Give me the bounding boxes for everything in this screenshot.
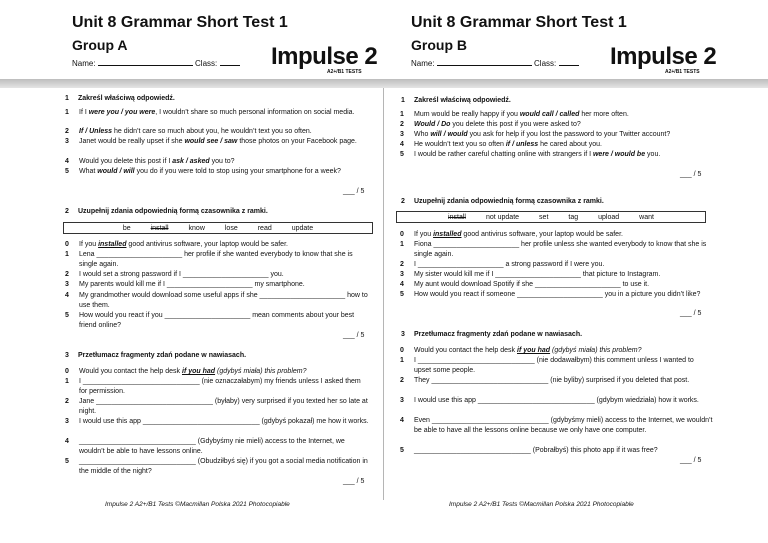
list-item[interactable]: 3 I would use this app ______________________________ (gdybyś pokazał) me how it works. bbox=[65, 418, 369, 425]
answer-choice[interactable]: would see / saw bbox=[184, 138, 238, 145]
section-1-heading: 1 Zakreśl właściwą odpowiedź. bbox=[65, 95, 175, 102]
list-item: 5 What would / will you do if you were told to stop using your smartphone for a week? bbox=[65, 168, 341, 175]
name-field[interactable] bbox=[437, 57, 532, 66]
score-box: ___ / 5 bbox=[343, 188, 365, 195]
score-box: ___ / 5 bbox=[680, 457, 702, 464]
list-item[interactable]: 4 My aunt would download Spotify if she ______________________ to use it. bbox=[400, 281, 650, 288]
test-title: Unit 8 Grammar Short Test 1 bbox=[72, 14, 288, 31]
list-item: 5 I would be rather careful chatting online with strangers if I were / would be you. bbox=[400, 151, 661, 158]
list-item[interactable]: 5 ______________________________ (Pobrałbyś) this photo app if it was free? bbox=[400, 447, 658, 454]
example-item: 0 Would you contact the help desk if you had (gdybyś miała) this problem? bbox=[400, 347, 642, 354]
answer-choice[interactable]: will / would bbox=[430, 131, 468, 138]
list-item: 3 Janet would be really upset if she would see / saw those photos on your Facebook page. bbox=[65, 138, 357, 145]
section-3-heading: 3 Przetłumacz fragmenty zdań podane w nawiasach. bbox=[401, 331, 583, 338]
list-item[interactable]: 2 Jane ______________________________ (byłaby) very surprised if you texted her so late at night. bbox=[65, 398, 368, 415]
example-item: 0 Would you contact the help desk if you had (gdybyś miała) this problem? bbox=[65, 368, 307, 375]
name-class-line: Name: Class: bbox=[411, 57, 579, 68]
list-item: 2 Would / Do you delete this post if you were asked to? bbox=[400, 121, 581, 128]
answer-choice[interactable]: if / unless bbox=[505, 141, 539, 148]
name-field[interactable] bbox=[98, 57, 193, 66]
list-item: 1 Mum would be really happy if you would call / called her more often. bbox=[400, 111, 629, 118]
list-item: 4 He wouldn’t text you so often if / unless he cared about you. bbox=[400, 141, 602, 148]
class-field[interactable] bbox=[220, 57, 240, 66]
group-b-column bbox=[384, 0, 768, 543]
list-item[interactable]: 2 I ______________________ a strong password if I were you. bbox=[400, 261, 605, 268]
list-item[interactable]: 5 How would you react if someone ______________________ you in a picture you didn’t like? bbox=[400, 291, 701, 298]
section-2-heading: 2 Uzupełnij zdania odpowiednią formą czasownika z ramki. bbox=[65, 208, 268, 215]
answer-choice[interactable]: Would / Do bbox=[414, 121, 451, 128]
example-item: 0 If you installed good antivirus software, your laptop would be safer. bbox=[400, 231, 623, 238]
answer-choice[interactable]: were you / you were bbox=[88, 109, 156, 116]
answer-choice[interactable]: If / Unless bbox=[79, 128, 113, 135]
test-title: Unit 8 Grammar Short Test 1 bbox=[411, 14, 627, 31]
list-item[interactable]: 2 I would set a strong password if I ______________________ you. bbox=[65, 271, 284, 278]
score-box: ___ / 5 bbox=[680, 310, 702, 317]
list-item[interactable]: 1 I ______________________________ (nie dodawałbym) this comment unless I wanted to upset some people. bbox=[400, 357, 694, 374]
list-item: 2 If / Unless he didn’t care so much about you, he wouldn’t text you so often. bbox=[65, 128, 312, 135]
answer-choice[interactable]: would / will bbox=[97, 168, 135, 175]
list-item[interactable]: 4 ______________________________ (Gdybyśmy nie mieli) access to the Internet, we wouldn’t be able to have lessons online. bbox=[65, 438, 345, 455]
list-item[interactable]: 1 Lena ______________________ her profile if she wanted everybody to know that she is single again. bbox=[65, 251, 353, 268]
impulse-logo: Impulse 2 bbox=[271, 43, 378, 70]
class-field[interactable] bbox=[559, 57, 579, 66]
list-item: 4 Would you delete this post if I ask / asked you to? bbox=[65, 158, 235, 165]
section-1-heading: 1 Zakreśl właściwą odpowiedź. bbox=[401, 97, 511, 104]
logo-subtitle: A2+/B1 TESTS bbox=[327, 69, 362, 75]
list-item[interactable]: 4 Even ______________________________ (gdybyśmy mieli) access to the Internet, we wouldn’t be able to have all the lessons online because we only have one computer. bbox=[400, 417, 713, 434]
group-label: Group B bbox=[411, 37, 467, 53]
footer-copyright: Impulse 2 A2+/B1 Tests ©Macmillan Polska 2021 Photocopiable bbox=[105, 501, 290, 508]
answer-choice[interactable]: would call / called bbox=[519, 111, 580, 118]
answer-choice[interactable]: ask / asked bbox=[172, 158, 210, 165]
list-item[interactable]: 3 I would use this app ______________________________ (gdybym wiedziała) how it works. bbox=[400, 397, 699, 404]
footer-copyright: Impulse 2 A2+/B1 Tests ©Macmillan Polska 2021 Photocopiable bbox=[449, 501, 634, 508]
section-3-heading: 3 Przetłumacz fragmenty zdań podane w nawiasach. bbox=[65, 352, 247, 359]
list-item[interactable]: 5 How would you react if you ______________________ mean comments about your best friend online? bbox=[65, 312, 355, 329]
list-item[interactable]: 1 I ______________________________ (nie oznaczałabym) my friends unless I asked them for permission. bbox=[65, 378, 361, 395]
list-item[interactable]: 5 ______________________________ (Obudziłbyś się) if you got a social media notification in the middle of the night? bbox=[65, 458, 368, 475]
list-item[interactable]: 4 My grandmother would download some useful apps if she ______________________ how to use them. bbox=[65, 292, 368, 309]
list-item[interactable]: 1 Fiona ______________________ her profile unless she wanted everybody to know that she is single again. bbox=[400, 241, 707, 258]
list-item: 3 Who will / would you ask for help if you lost the password to your Twitter account? bbox=[400, 131, 671, 138]
list-item[interactable]: 2 They ______________________________ (nie byliby) surprised if you deleted that post. bbox=[400, 377, 690, 384]
name-class-line: Name: Class: bbox=[72, 57, 240, 68]
score-box: ___ / 5 bbox=[680, 171, 702, 178]
word-box: install not update set tag upload want bbox=[396, 211, 706, 223]
section-2-heading: 2 Uzupełnij zdania odpowiednią formą czasownika z ramki. bbox=[401, 198, 604, 205]
logo-subtitle: A2+/B1 TESTS bbox=[665, 69, 700, 75]
list-item[interactable]: 3 My parents would kill me if I ______________________ my smartphone. bbox=[65, 281, 305, 288]
word-box: be install know lose read update bbox=[63, 222, 373, 234]
list-item: 1 If I were you / you were, I wouldn’t share so much personal information on social media. bbox=[65, 109, 355, 116]
score-box: ___ / 5 bbox=[343, 478, 365, 485]
group-label: Group A bbox=[72, 37, 128, 53]
answer-choice[interactable]: were / would be bbox=[592, 151, 646, 158]
score-box: ___ / 5 bbox=[343, 332, 365, 339]
list-item[interactable]: 3 My sister would kill me if I ______________________ that picture to Instagram. bbox=[400, 271, 661, 278]
impulse-logo: Impulse 2 bbox=[610, 43, 717, 70]
example-item: 0 If you installed good antivirus software, your laptop would be safer. bbox=[65, 241, 288, 248]
